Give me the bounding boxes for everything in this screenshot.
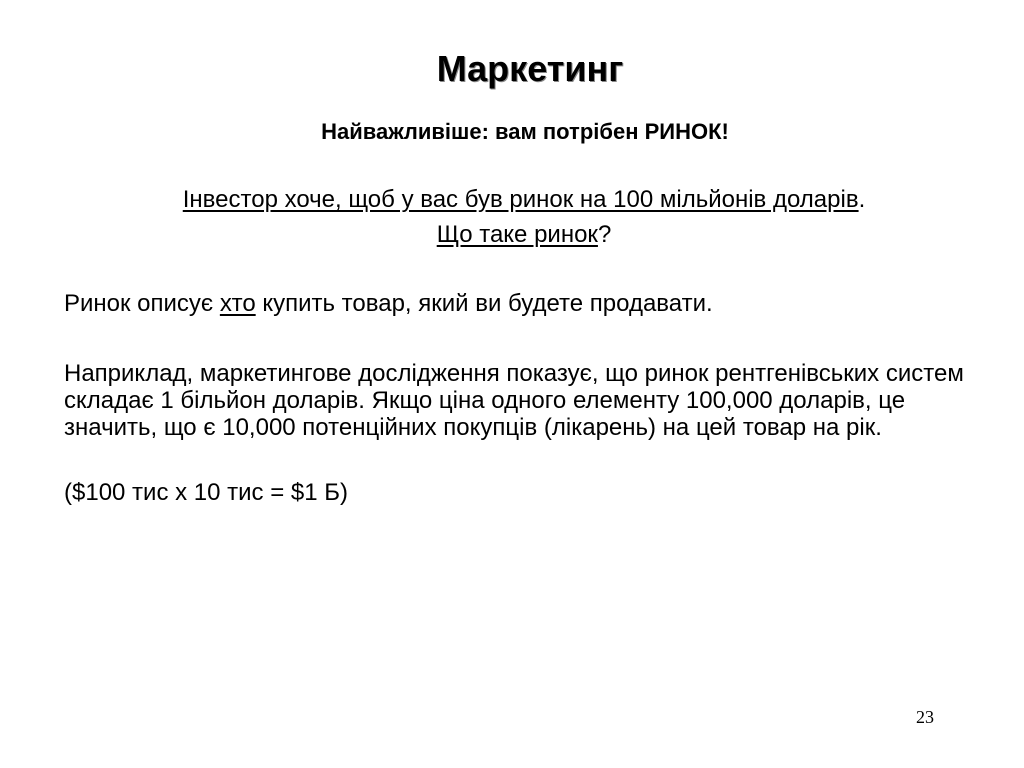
market-definition-before: Ринок описує [64, 290, 220, 317]
market-question-text: Що таке ринок [436, 221, 598, 248]
slide-title: Маркетинг [436, 48, 624, 89]
investor-statement-punct: . [858, 186, 866, 213]
market-definition-emphasis: хто [219, 290, 256, 317]
market-question [0, 221, 1024, 249]
example-paragraph: Наприклад, маркетингове дослідження показує, що ринок рентгенівських систем складає 1 більйон доларів. Якщо ціна одного елементу 100,000 доларів, це значить, що є 10,000 потенційних покупців (лікарень) на цей товар на рік. [64, 360, 964, 441]
market-definition-after: купить товар, який ви будете продавати. [255, 290, 713, 317]
investor-statement [0, 186, 1024, 214]
investor-statement-text: Інвестор хоче, щоб у вас був ринок на 100 мільйонів доларів [182, 186, 859, 213]
market-definition [64, 290, 964, 318]
slide-subtitle: Найважливіше: вам потрібен РИНОК! [321, 119, 729, 144]
market-question-punct: ? [597, 221, 612, 248]
calculation-formula: ($100 тис х 10 тис = $1 Б) [64, 479, 349, 506]
page-number: 23 [916, 707, 934, 727]
